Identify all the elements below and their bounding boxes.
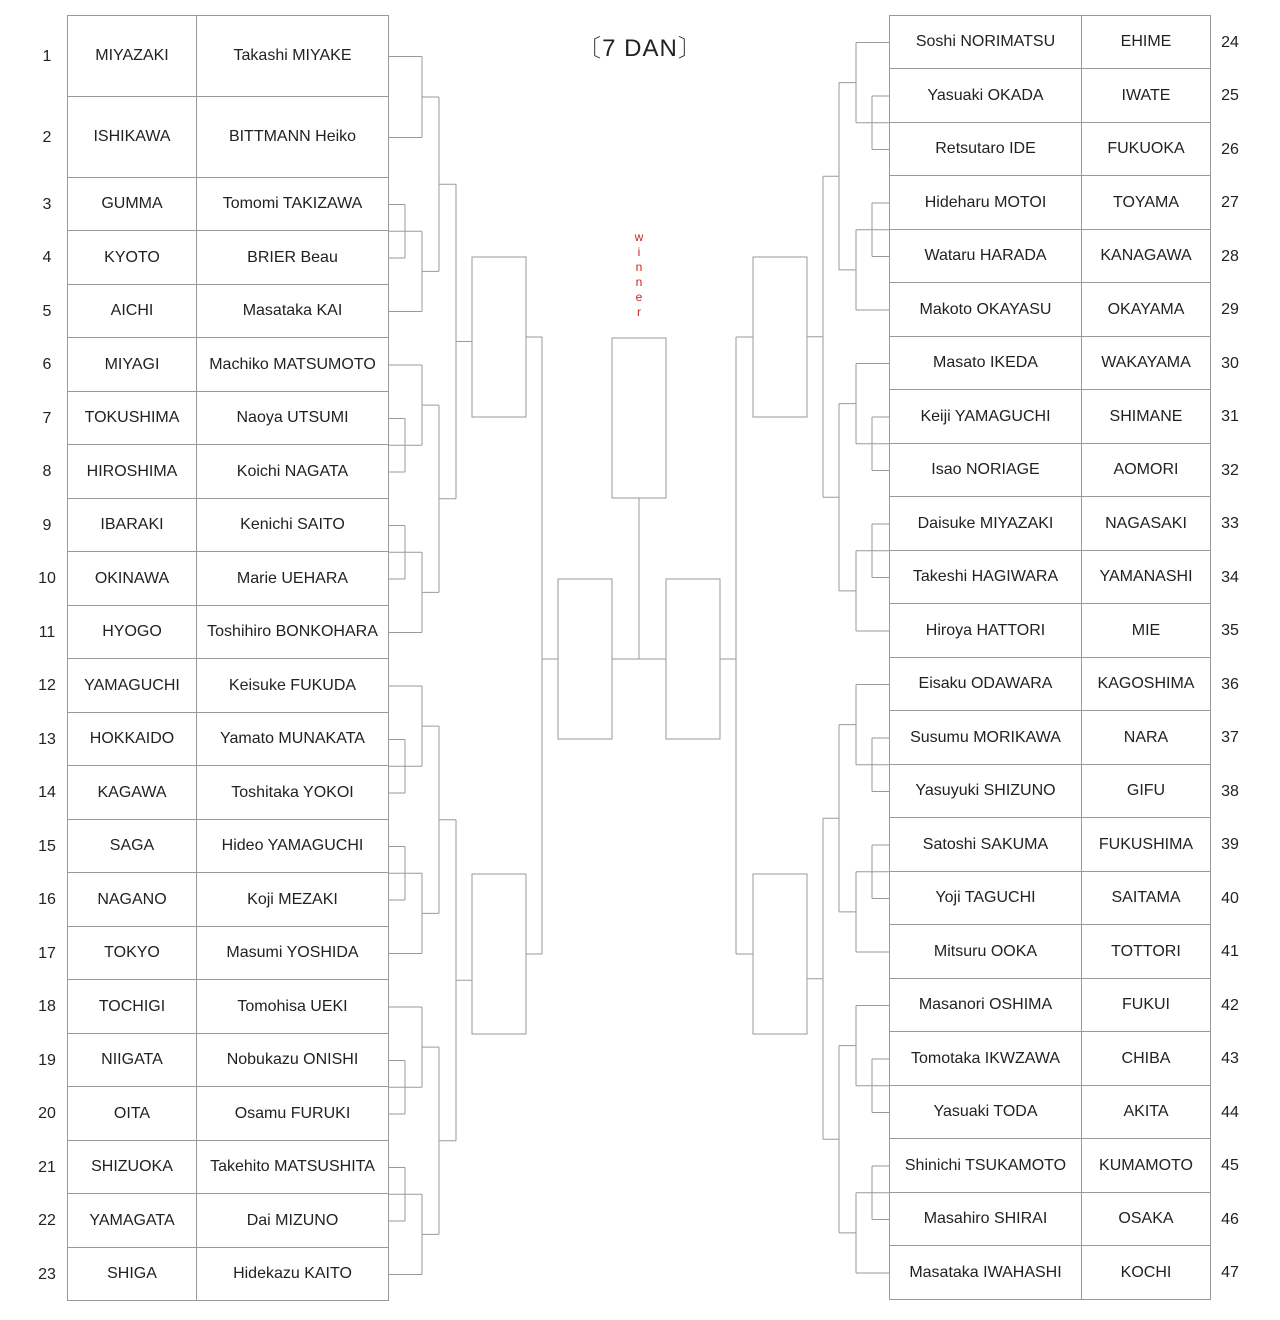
player-name-cell: BITTMANN Heiko — [197, 97, 389, 178]
entrant-row — [890, 176, 1211, 230]
entrant-row — [890, 1193, 1211, 1246]
prefecture-cell: FUKUI — [1082, 979, 1211, 1032]
prefecture-cell: AKITA — [1082, 1086, 1211, 1139]
prefecture-cell: TOKUSHIMA — [68, 392, 197, 445]
entrant-row — [890, 123, 1211, 176]
entrant-row — [68, 445, 389, 499]
prefecture-cell: AOMORI — [1082, 444, 1211, 497]
entrant-row — [68, 1034, 389, 1087]
prefecture-cell: MIYAZAKI — [68, 16, 197, 97]
player-name-cell: Hiroya HATTORI — [890, 604, 1082, 658]
seed-number: 25 — [1221, 87, 1239, 104]
prefecture-cell: YAMAGATA — [68, 1194, 197, 1248]
player-name-cell: Eisaku ODAWARA — [890, 658, 1082, 711]
seed-number: 16 — [38, 891, 56, 908]
entrant-row — [68, 392, 389, 445]
match-box — [472, 257, 526, 417]
player-name-cell: Machiko MATSUMOTO — [197, 338, 389, 392]
seed-number: 6 — [42, 356, 52, 373]
prefecture-cell: SAGA — [68, 820, 197, 873]
player-name-cell: Yasuaki TODA — [890, 1086, 1082, 1139]
prefecture-cell: SHIGA — [68, 1248, 197, 1301]
prefecture-cell: TOYAMA — [1082, 176, 1211, 230]
seed-number: 28 — [1221, 247, 1239, 265]
seed-number: 34 — [1221, 568, 1239, 586]
entrant-row — [890, 979, 1211, 1032]
right-entrants-table — [889, 15, 1211, 1300]
entrant-row — [890, 818, 1211, 872]
seed-number: 1 — [42, 47, 52, 65]
seed-number: 33 — [1221, 515, 1239, 532]
player-name-cell: Tomomi TAKIZAWA — [197, 178, 389, 231]
prefecture-cell: SAITAMA — [1082, 872, 1211, 925]
prefecture-cell: GUMMA — [68, 178, 197, 231]
entrant-row — [68, 1194, 389, 1248]
player-name-cell: Koji MEZAKI — [197, 873, 389, 927]
player-name-cell: Yamato MUNAKATA — [197, 713, 389, 766]
player-name-cell: Takashi MIYAKE — [197, 16, 389, 97]
seed-number: 44 — [1221, 1103, 1239, 1121]
player-name-cell: Hidekazu KAITO — [197, 1248, 389, 1301]
seed-number: 40 — [1221, 889, 1239, 907]
player-name-cell: Nobukazu ONISHI — [197, 1034, 389, 1087]
entrant-row — [68, 97, 389, 178]
entrant-row — [890, 551, 1211, 604]
prefecture-cell: NAGASAKI — [1082, 497, 1211, 551]
seed-number: 27 — [1221, 194, 1239, 211]
prefecture-cell: HIROSHIMA — [68, 445, 197, 499]
seed-number: 31 — [1221, 408, 1239, 425]
prefecture-cell: OKAYAMA — [1082, 283, 1211, 337]
seed-number: 13 — [38, 730, 56, 748]
prefecture-cell: KANAGAWA — [1082, 230, 1211, 283]
player-name-cell: Masumi YOSHIDA — [197, 927, 389, 980]
match-box — [666, 579, 720, 739]
player-name-cell: Tomotaka IKWZAWA — [890, 1032, 1082, 1086]
prefecture-cell: TOTTORI — [1082, 925, 1211, 979]
seed-number: 45 — [1221, 1157, 1239, 1174]
prefecture-cell: NARA — [1082, 711, 1211, 765]
seed-number: 30 — [1221, 354, 1239, 372]
prefecture-cell: SHIZUOKA — [68, 1141, 197, 1194]
seed-number: 3 — [42, 195, 52, 213]
player-name-cell: Naoya UTSUMI — [197, 392, 389, 445]
seed-number: 32 — [1221, 461, 1239, 479]
seed-number: 8 — [42, 463, 52, 480]
prefecture-cell: WAKAYAMA — [1082, 337, 1211, 390]
entrant-row — [68, 338, 389, 392]
prefecture-cell: MIYAGI — [68, 338, 197, 392]
prefecture-cell: NIIGATA — [68, 1034, 197, 1087]
player-name-cell: Masanori OSHIMA — [890, 979, 1082, 1032]
prefecture-cell: TOCHIGI — [68, 980, 197, 1034]
prefecture-cell: KUMAMOTO — [1082, 1139, 1211, 1193]
prefecture-cell: CHIBA — [1082, 1032, 1211, 1086]
entrant-row — [68, 285, 389, 338]
prefecture-cell: YAMANASHI — [1082, 551, 1211, 604]
seed-number: 10 — [38, 570, 56, 587]
prefecture-cell: KYOTO — [68, 231, 197, 285]
player-name-cell: Yasuyuki SHIZUNO — [890, 765, 1082, 818]
entrant-row — [68, 606, 389, 659]
entrant-row — [890, 497, 1211, 551]
player-name-cell: Daisuke MIYAZAKI — [890, 497, 1082, 551]
player-name-cell: Masataka KAI — [197, 285, 389, 338]
player-name-cell: Masataka IWAHASHI — [890, 1246, 1082, 1300]
entrant-row — [890, 711, 1211, 765]
seed-number: 9 — [42, 516, 52, 534]
player-name-cell: Yoji TAGUCHI — [890, 872, 1082, 925]
seed-number: 39 — [1221, 836, 1239, 853]
seed-number: 41 — [1221, 943, 1239, 960]
final-box — [612, 338, 666, 498]
seed-number: 14 — [38, 784, 56, 801]
player-name-cell: Hideharu MOTOI — [890, 176, 1082, 230]
entrant-row — [890, 1246, 1211, 1300]
prefecture-cell: YAMAGUCHI — [68, 659, 197, 713]
prefecture-cell: IWATE — [1082, 69, 1211, 123]
prefecture-cell: OKINAWA — [68, 552, 197, 606]
entrant-row — [68, 927, 389, 980]
seed-number: 2 — [42, 128, 52, 146]
entrant-row — [68, 178, 389, 231]
player-name-cell: Toshitaka YOKOI — [197, 766, 389, 820]
seed-number: 43 — [1221, 1050, 1239, 1067]
seed-number: 46 — [1221, 1210, 1239, 1228]
entrant-row — [890, 69, 1211, 123]
player-name-cell: Marie UEHARA — [197, 552, 389, 606]
player-name-cell: Takehito MATSUSHITA — [197, 1141, 389, 1194]
entrant-row — [68, 820, 389, 873]
entrant-row — [68, 980, 389, 1034]
player-name-cell: Tomohisa UEKI — [197, 980, 389, 1034]
player-name-cell: Mitsuru OOKA — [890, 925, 1082, 979]
seed-number: 42 — [1221, 996, 1239, 1014]
seed-number: 36 — [1221, 675, 1239, 693]
entrant-row — [890, 925, 1211, 979]
player-name-cell: Shinichi TSUKAMOTO — [890, 1139, 1082, 1193]
prefecture-cell: MIE — [1082, 604, 1211, 658]
entrant-row — [68, 873, 389, 927]
match-box — [753, 874, 807, 1034]
left-entrants-table — [67, 15, 389, 1301]
prefecture-cell: OSAKA — [1082, 1193, 1211, 1246]
player-name-cell: Osamu FURUKI — [197, 1087, 389, 1141]
player-name-cell: Takeshi HAGIWARA — [890, 551, 1082, 604]
prefecture-cell: NAGANO — [68, 873, 197, 927]
prefecture-cell: ISHIKAWA — [68, 97, 197, 178]
entrant-row — [68, 16, 389, 97]
prefecture-cell: GIFU — [1082, 765, 1211, 818]
player-name-cell: Hideo YAMAGUCHI — [197, 820, 389, 873]
player-name-cell: Satoshi SAKUMA — [890, 818, 1082, 872]
seed-number: 29 — [1221, 301, 1239, 318]
seed-number: 7 — [42, 409, 52, 427]
prefecture-cell: KOCHI — [1082, 1246, 1211, 1300]
player-name-cell: Kenichi SAITO — [197, 499, 389, 552]
entrant-row — [890, 765, 1211, 818]
match-box — [558, 579, 612, 739]
seed-number: 26 — [1221, 140, 1239, 158]
prefecture-cell: SHIMANE — [1082, 390, 1211, 444]
player-name-cell: Keiji YAMAGUCHI — [890, 390, 1082, 444]
prefecture-cell: OITA — [68, 1087, 197, 1141]
entrant-row — [890, 16, 1211, 69]
player-name-cell: Masahiro SHIRAI — [890, 1193, 1082, 1246]
prefecture-cell: TOKYO — [68, 927, 197, 980]
seed-number: 19 — [38, 1051, 56, 1069]
prefecture-cell: FUKUSHIMA — [1082, 818, 1211, 872]
player-name-cell: Retsutaro IDE — [890, 123, 1082, 176]
player-name-cell: Dai MIZUNO — [197, 1194, 389, 1248]
match-box — [472, 874, 526, 1034]
player-name-cell: Soshi NORIMATSU — [890, 16, 1082, 69]
match-box — [753, 257, 807, 417]
seed-number: 37 — [1221, 729, 1239, 746]
player-name-cell: Koichi NAGATA — [197, 445, 389, 499]
seed-number: 5 — [42, 302, 52, 320]
seed-number: 21 — [38, 1158, 56, 1176]
entrant-row — [890, 337, 1211, 390]
entrant-row — [68, 499, 389, 552]
player-name-cell: Yasuaki OKADA — [890, 69, 1082, 123]
prefecture-cell: AICHI — [68, 285, 197, 338]
entrant-row — [68, 659, 389, 713]
entrant-row — [890, 604, 1211, 658]
seed-number: 22 — [38, 1212, 56, 1229]
prefecture-cell: FUKUOKA — [1082, 123, 1211, 176]
seed-number: 47 — [1221, 1264, 1239, 1281]
player-name-cell: Isao NORIAGE — [890, 444, 1082, 497]
seed-number: 4 — [42, 249, 52, 266]
entrant-row — [890, 283, 1211, 337]
seed-number: 23 — [38, 1265, 56, 1283]
entrant-row — [68, 231, 389, 285]
prefecture-cell: HOKKAIDO — [68, 713, 197, 766]
entrant-row — [890, 230, 1211, 283]
prefecture-cell: KAGAWA — [68, 766, 197, 820]
player-name-cell: Keisuke FUKUDA — [197, 659, 389, 713]
seed-number: 20 — [38, 1105, 56, 1122]
seed-number: 24 — [1221, 33, 1239, 51]
entrant-row — [890, 1032, 1211, 1086]
seed-number: 18 — [38, 998, 56, 1015]
player-name-cell: Toshihiro BONKOHARA — [197, 606, 389, 659]
player-name-cell: Makoto OKAYASU — [890, 283, 1082, 337]
seed-number: 11 — [38, 623, 56, 641]
entrant-row — [68, 1087, 389, 1141]
player-name-cell: Masato IKEDA — [890, 337, 1082, 390]
entrant-row — [890, 390, 1211, 444]
entrant-row — [890, 444, 1211, 497]
prefecture-cell: KAGOSHIMA — [1082, 658, 1211, 711]
seed-number: 35 — [1221, 622, 1239, 639]
player-name-cell: BRIER Beau — [197, 231, 389, 285]
entrant-row — [68, 1141, 389, 1194]
page-title: 〔7 DAN〕 — [577, 35, 703, 62]
entrant-row — [68, 766, 389, 820]
entrant-row — [890, 872, 1211, 925]
seed-number: 17 — [38, 944, 56, 962]
entrant-row — [68, 552, 389, 606]
seed-number: 15 — [38, 837, 56, 855]
prefecture-cell: IBARAKI — [68, 499, 197, 552]
player-name-cell: Wataru HARADA — [890, 230, 1082, 283]
entrant-row — [890, 1086, 1211, 1139]
entrant-row — [68, 1248, 389, 1301]
prefecture-cell: HYOGO — [68, 606, 197, 659]
entrant-row — [890, 1139, 1211, 1193]
prefecture-cell: EHIME — [1082, 16, 1211, 69]
entrant-row — [890, 658, 1211, 711]
winner-label: w i n n e r — [634, 230, 644, 319]
entrant-row — [68, 713, 389, 766]
seed-number: 12 — [38, 677, 56, 694]
player-name-cell: Susumu MORIKAWA — [890, 711, 1082, 765]
seed-number: 38 — [1221, 782, 1239, 800]
